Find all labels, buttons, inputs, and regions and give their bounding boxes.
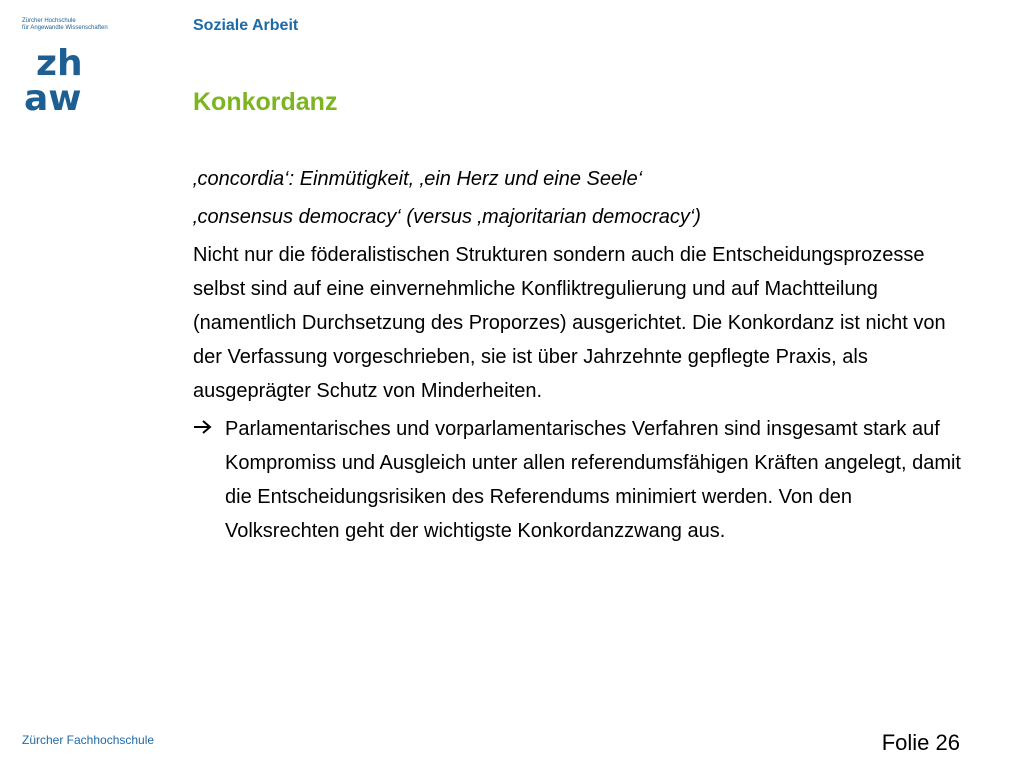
arrow-paragraph — [193, 412, 963, 548]
slide-number: Folie 26 — [881, 730, 960, 755]
quote-line-2: ‚consensus democracy‘ (versus ‚majoritarian democracy‘) — [193, 206, 701, 228]
right-arrow-icon — [193, 412, 225, 446]
arrow-paragraph-text: Parlamentarisches und vorparlamentarisches Verfahren sind insgesamt stark auf Kompromiss und Ausgleich unter allen referendumsfähigen Kräften angelegt, damit die Entscheidungsrisiken des Referendums minimiert werden. Von den Volksrechten geht der wichtigste Konkordanzzwang aus. — [225, 418, 961, 542]
main-paragraph: Nicht nur die föderalistischen Strukturen sondern auch die Entscheidungsprozesse selbst sind auf eine einvernehmliche Konfliktregulierung und auf Machtteilung (namentlich Durchsetzung des Proporzes) ausgerichtet. Die Konkordanz ist nicht von der Verfassung vorgeschrieben, sie ist über Jahrzehnte gepflegte Praxis, als ausgeprägter Schutz von Minderheiten. — [193, 244, 946, 402]
logo-mark — [22, 37, 102, 117]
slide-title: Konkordanz — [193, 88, 338, 116]
footer-institution: Zürcher Fachhochschule — [22, 733, 155, 747]
logo-caption — [22, 18, 132, 31]
section-title: Soziale Arbeit — [193, 17, 299, 34]
zhaw-logo — [22, 18, 132, 117]
slide-content — [193, 162, 963, 548]
quote-line-1: ‚concordia‘: Einmütigkeit, ‚ein Herz und eine Seele‘ — [193, 168, 643, 190]
logo-word-bottom: aw — [24, 78, 82, 117]
logo-word-top: zh — [36, 43, 83, 84]
logo-caption-line1: Zürcher Hochschule — [22, 18, 76, 24]
logo-caption-line2: für Angewandte Wissenschaften — [22, 24, 108, 31]
